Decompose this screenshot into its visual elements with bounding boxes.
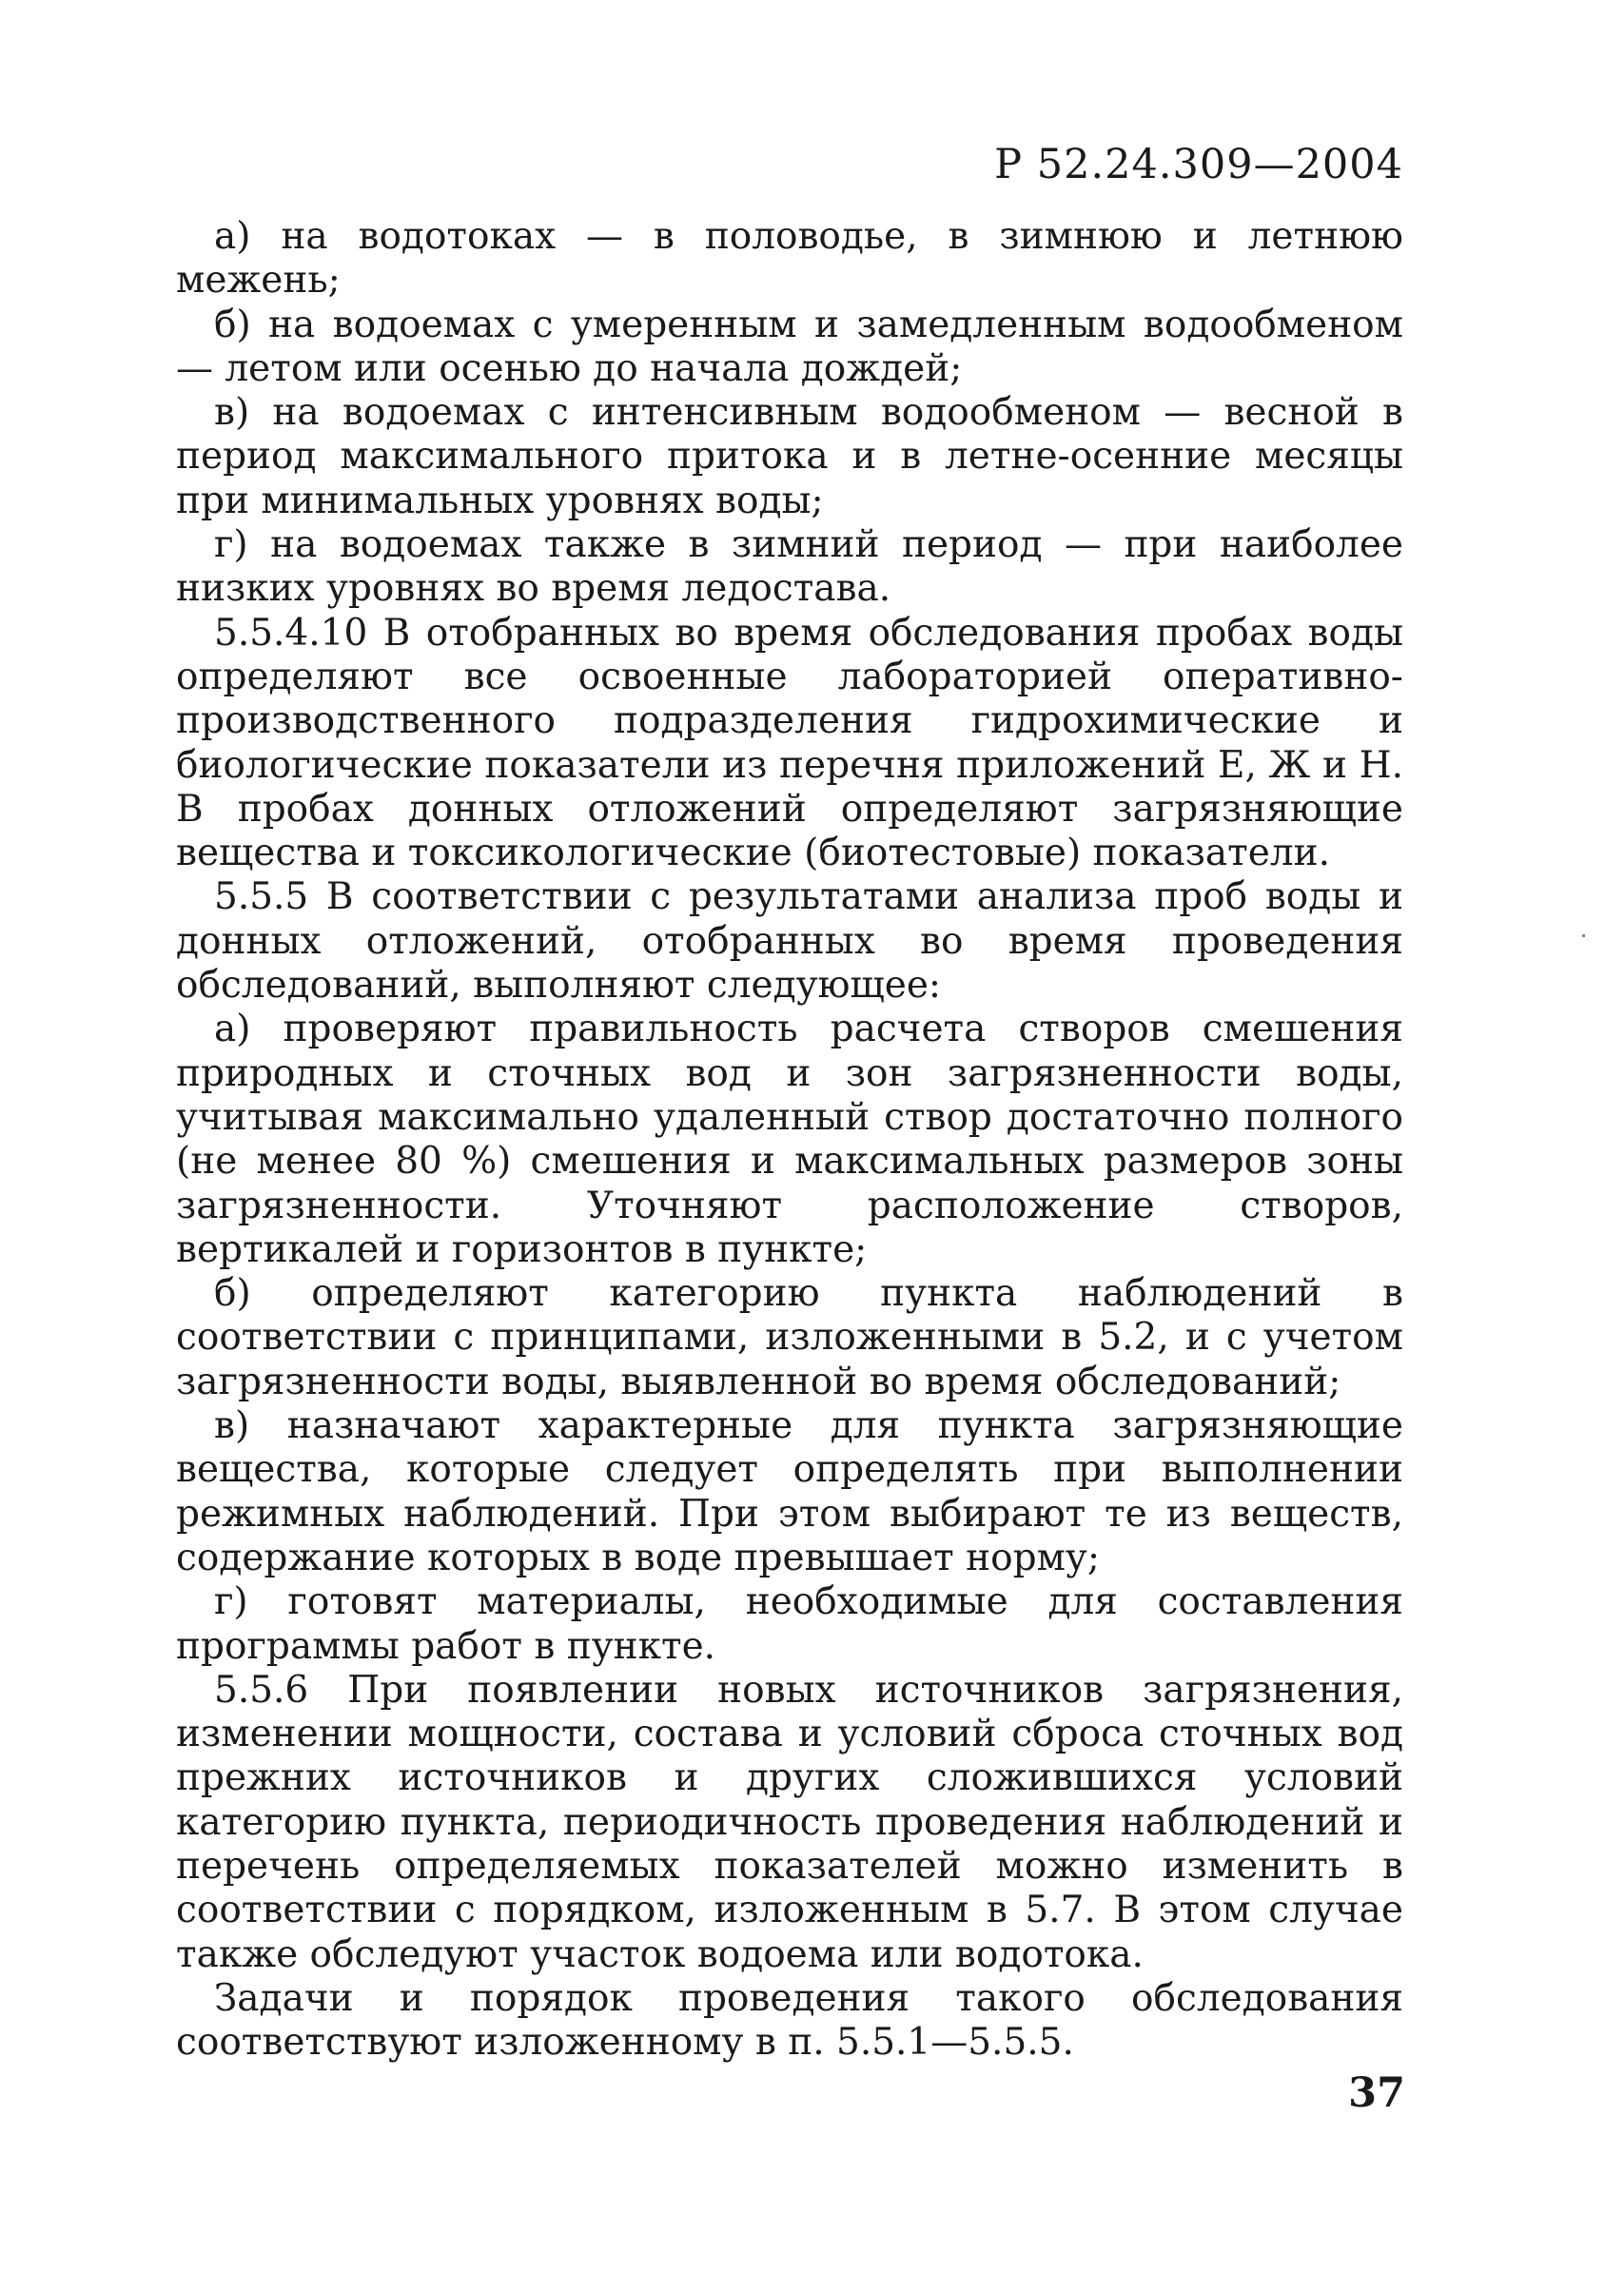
paragraph-item-a-check-calculation: а) проверяют правильность расчета створов смешения природных и сточных вод и зон загрязненности воды, учитывая максимально удаленный створ достаточно полного (не менее 80 %) смешения и максимальных размеров зоны загрязненности. Уточняют расположение створов, вертикалей и горизонтов в пункте;	[176, 1008, 1403, 1271]
paragraph-tasks-survey: Задачи и порядок проведения такого обследования соответствуют изложенному в п. 5.5.1—5.5.5.	[176, 1976, 1403, 2065]
document-code-header: Р 52.24.309—2004	[994, 141, 1403, 188]
paragraph-item-b-determine-category: б) определяют категорию пункта наблюдений в соответствии с принципами, изложенными в 5.2, и с учетом загрязненности воды, выявленной во время обследований;	[176, 1272, 1403, 1403]
paragraph-item-g-reservoirs-winter: г) на водоемах также в зимний период — при наиболее низких уровнях во время ледостава.	[176, 523, 1403, 611]
body-text	[176, 215, 1403, 2065]
paragraph-item-a-watercourses: а) на водотоках — в половодье, в зимнюю и летнюю межень;	[176, 215, 1403, 303]
paragraph-5-5-5: 5.5.5 В соответствии с результатами анализа проб воды и донных отложений, отобранных во время проведения обследований, выполняют следующее:	[176, 875, 1403, 1008]
paragraph-item-g-prepare-materials: г) готовят материалы, необходимые для составления программы работ в пункте.	[176, 1580, 1403, 1668]
scan-speck	[1582, 934, 1585, 937]
paragraph-5-5-6: 5.5.6 При появлении новых источников загрязнения, изменении мощности, состава и условий сброса сточных вод прежних источников и других сложившихся условий категорию пункта, периодичность проведения наблюдений и перечень определяемых показателей можно изменить в соответствии с порядком, изложенным в 5.7. В этом случае также обследуют участок водоема или водотока.	[176, 1668, 1403, 1976]
paragraph-item-v-reservoirs-intensive: в) на водоемах с интенсивным водообменом — весной в период максимального притока и в летне-осенние месяцы при минимальных уровнях воды;	[176, 391, 1403, 522]
paragraph-item-v-assign-pollutants: в) назначают характерные для пункта загрязняющие вещества, которые следует определять при выполнении режимных наблюдений. При этом выбирают те из веществ, содержание которых в воде превышает норму;	[176, 1404, 1403, 1579]
paragraph-item-b-reservoirs-moderate: б) на водоемах с умеренным и замедленным водообменом — летом или осенью до начала дождей;	[176, 303, 1403, 390]
paragraph-5-5-4-10: 5.5.4.10 В отобранных во время обследования пробах воды определяют все освоенные лабораторией оперативно-производственного подразделения гидрохимические и биологические показатели из перечня приложений Е, Ж и Н. В пробах донных отложений определяют загрязняющие вещества и токсикологические (биотестовые) показатели.	[176, 611, 1403, 875]
page-number: 37	[1348, 2069, 1405, 2117]
